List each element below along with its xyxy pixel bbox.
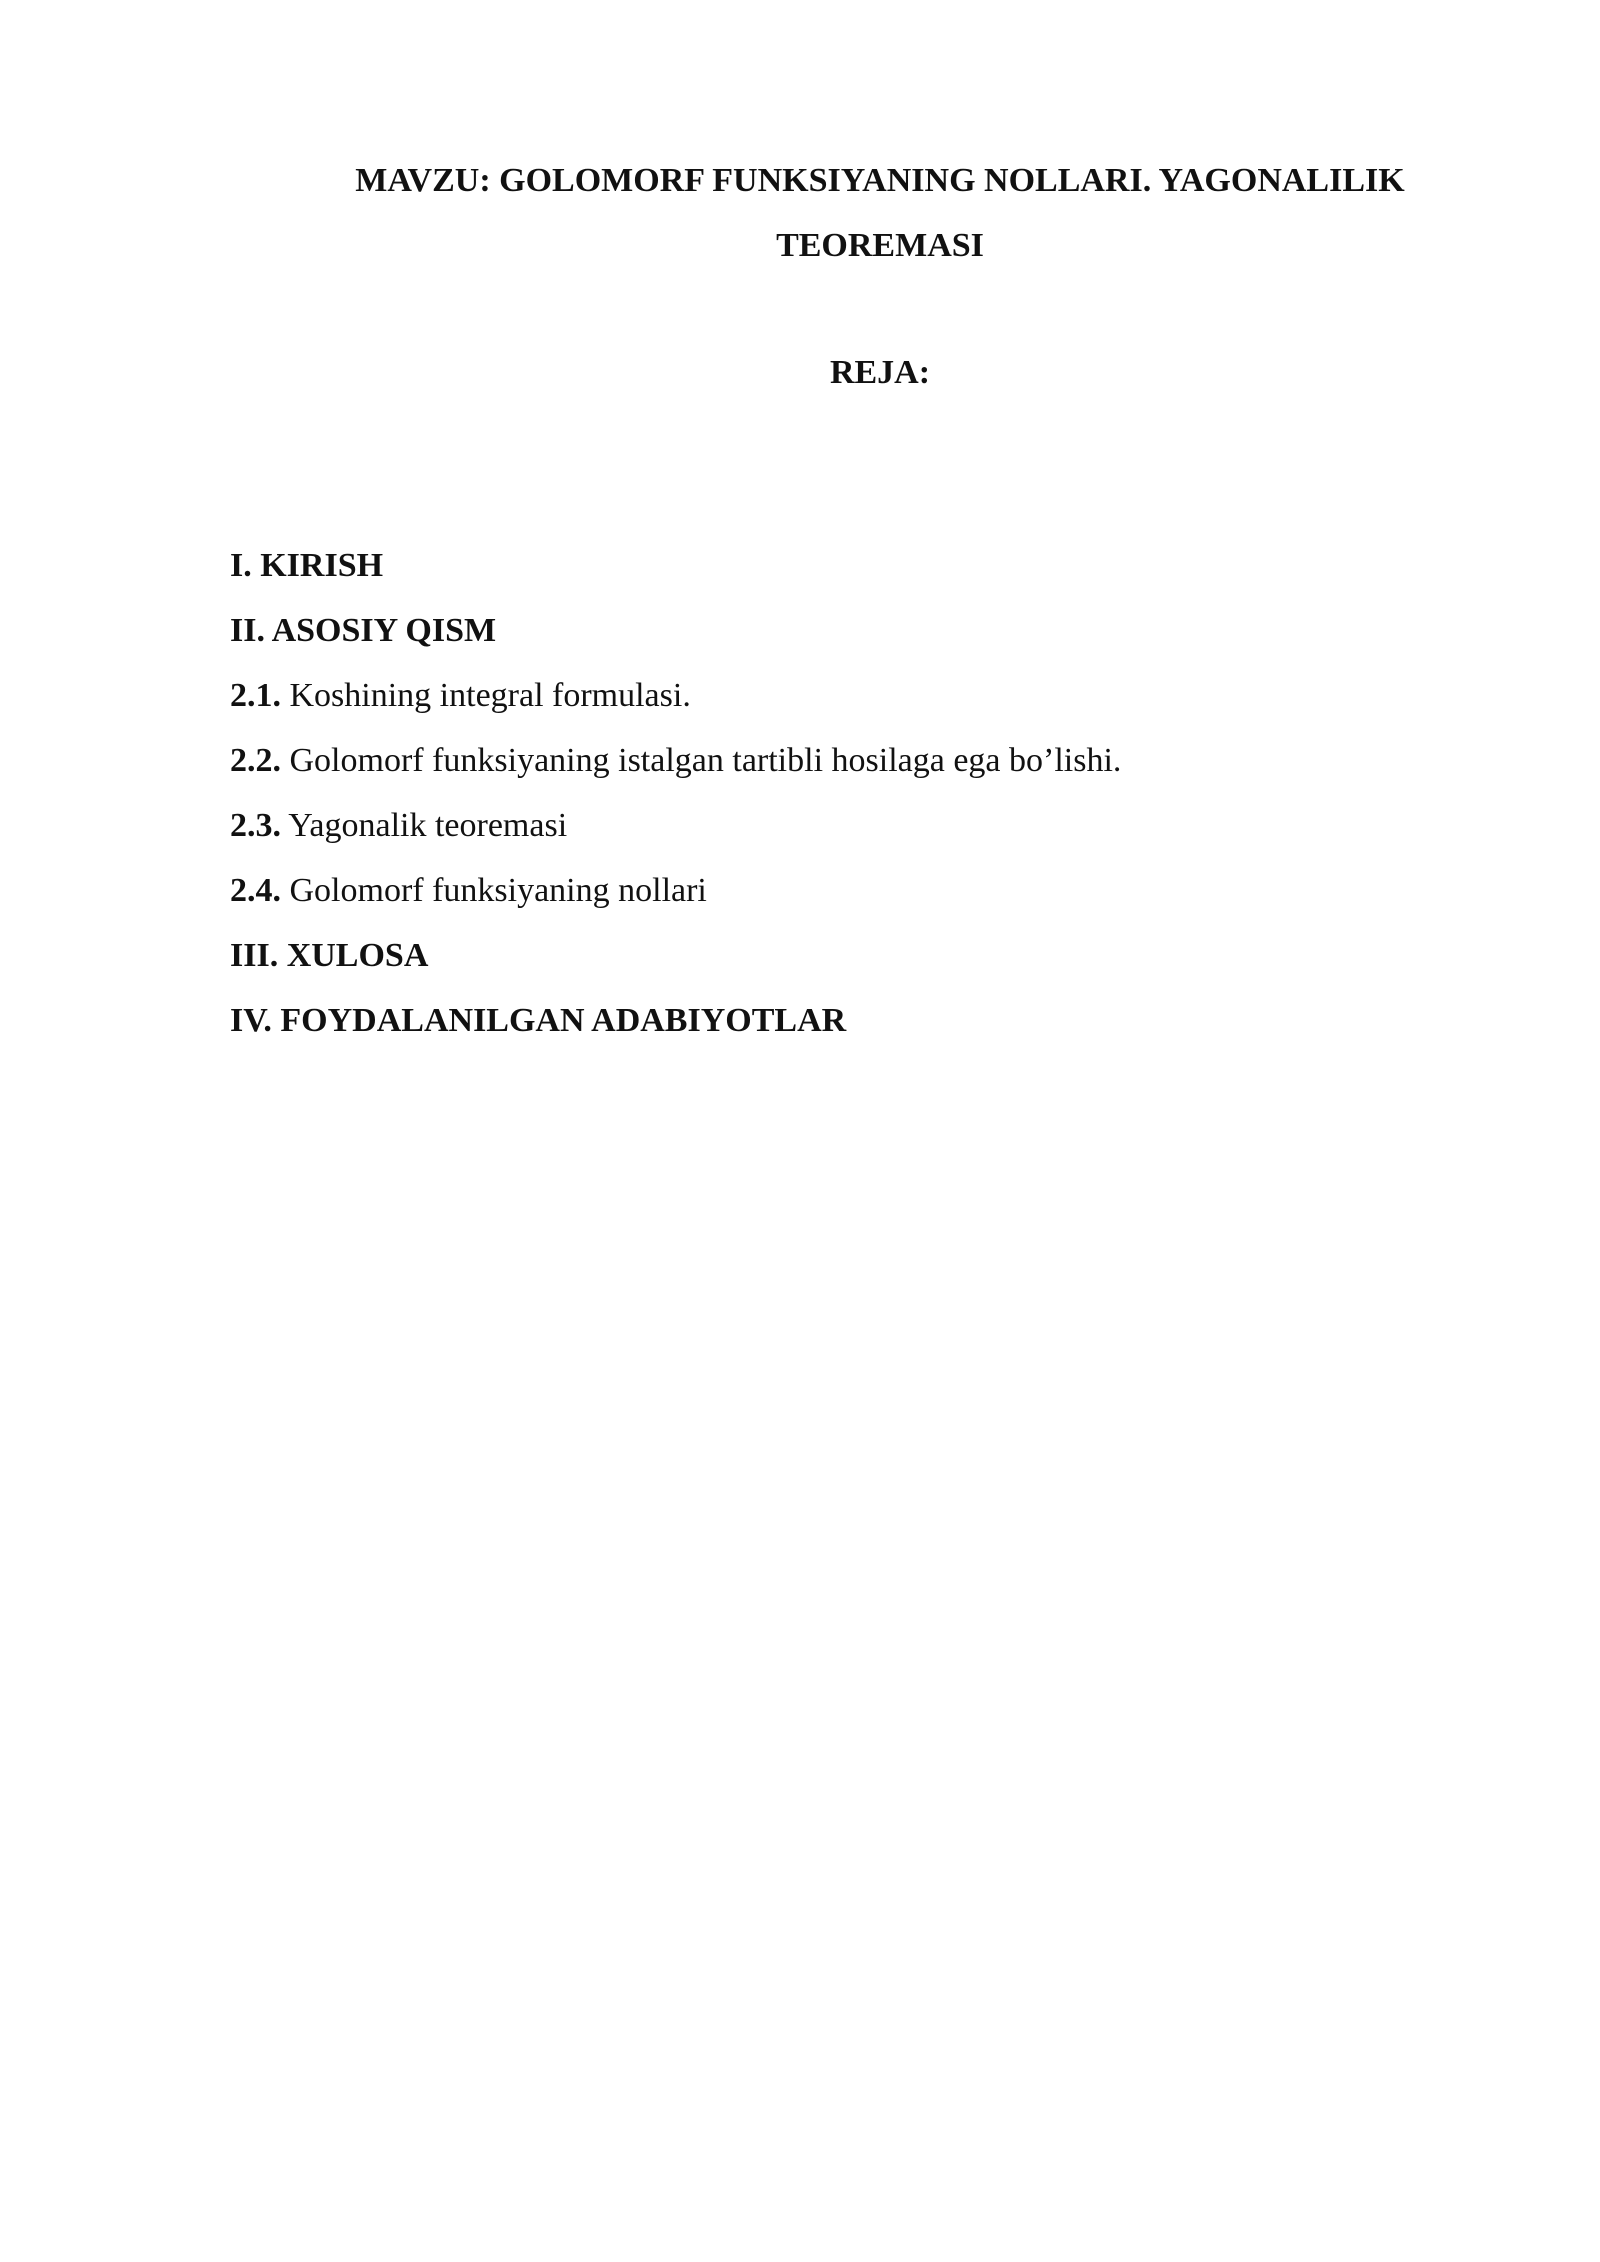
- plan-item-conclusion: [230, 923, 1480, 988]
- plan-item-number: 2.1.: [230, 677, 281, 714]
- plan-item-number: 2.2.: [230, 742, 281, 779]
- plan-item-label: II. ASOSIY QISM: [230, 612, 497, 649]
- title-line-1: MAVZU: GOLOMORF FUNKSIYANING NOLLARI. YAGONALILIK: [355, 162, 1405, 199]
- plan-item-label: Golomorf funksiyaning nollari: [289, 872, 707, 909]
- plan-item-2-3: [230, 793, 1480, 858]
- title-line-2: TEOREMASI: [776, 227, 984, 264]
- plan-item-label: III. XULOSA: [230, 937, 429, 974]
- plan-item-references: [230, 988, 1480, 1053]
- plan-item-2-1: [230, 663, 1480, 728]
- plan-item-number: 2.4.: [230, 872, 281, 909]
- plan-item-label: Koshining integral formulasi.: [289, 677, 691, 714]
- plan-item-label: Yagonalik teoremasi: [288, 807, 568, 844]
- plan-item-label: I. KIRISH: [230, 547, 384, 584]
- plan-item-2-4: [230, 858, 1480, 923]
- plan-item-label: Golomorf funksiyaning istalgan tartibli hosilaga ega bo’lishi.: [289, 742, 1122, 779]
- plan-list: [230, 533, 1480, 1053]
- plan-item-main-part: [230, 598, 1480, 663]
- plan-item-introduction: [230, 533, 1480, 598]
- plan-item-label: IV. FOYDALANILGAN ADABIYOTLAR: [230, 1002, 847, 1039]
- document-title: [230, 148, 1530, 278]
- plan-item-2-2: [230, 728, 1480, 793]
- plan-heading: REJA:: [829, 354, 931, 391]
- plan-item-number: 2.3.: [230, 807, 281, 844]
